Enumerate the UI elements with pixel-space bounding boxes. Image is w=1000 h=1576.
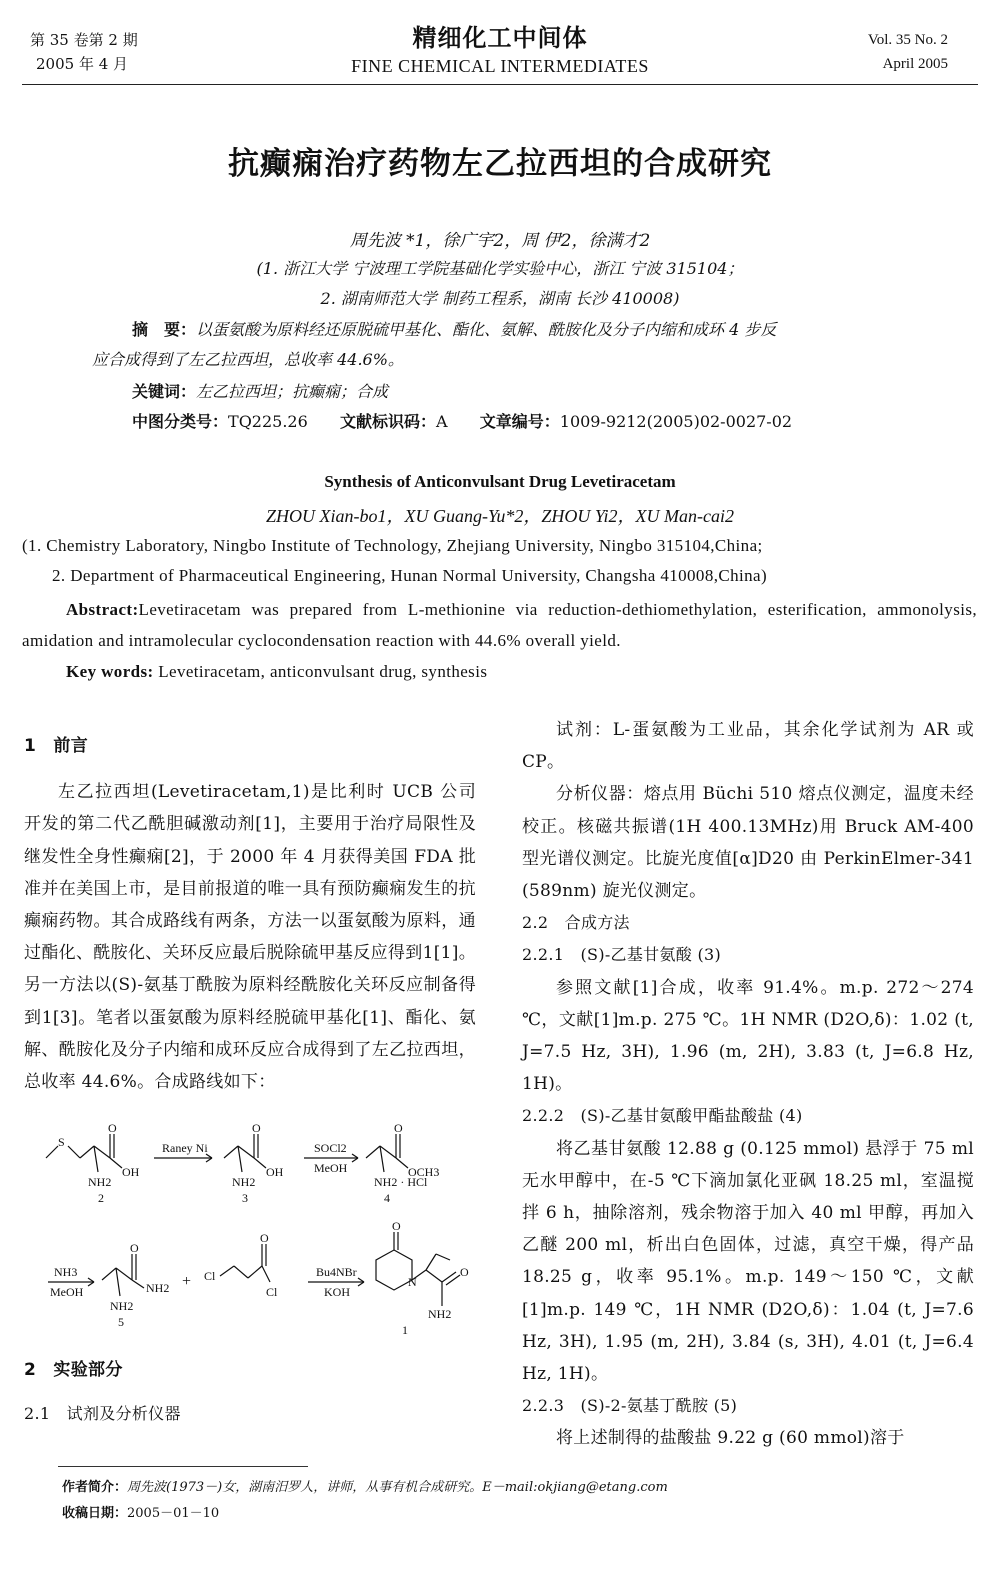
oxygen-label-2: O (108, 1121, 117, 1135)
keywords-cn-label: 关键词： (132, 382, 197, 401)
sulfur-label: S (58, 1135, 65, 1149)
reagents-paragraph: 试剂：L-蛋氨酸为工业品，其余化学试剂为 AR 或 CP。 (522, 720, 974, 773)
classification-line (132, 408, 792, 436)
footnote-author (62, 1476, 668, 1500)
authors-en: ZHOU Xian-bo1，XU Guang-Yu*2，ZHOU Yi2，XU Man-cai2 (266, 506, 734, 526)
chloro-label-left: Cl (204, 1269, 216, 1283)
journal-name (0, 22, 1000, 78)
amine-label-5: NH2 (110, 1299, 134, 1313)
oxygen-label-amide: O (460, 1265, 469, 1279)
abstract-cn-line1 (132, 316, 922, 344)
section-2-2-title: 2.2 合成方法 (522, 913, 630, 933)
article-no-value: 1009-9212(2005)02-0027-02 (559, 412, 793, 431)
date-cn: 2005 年 4 月 (36, 55, 129, 73)
footnote-date-text: 2005－01－10 (127, 1506, 220, 1521)
hydroxyl-label-2: OH (122, 1165, 140, 1179)
journal-name-cn: 精细化工中间体 (412, 23, 588, 52)
amine-salt-label-4: NH2 · HCl (374, 1175, 428, 1189)
plus-sign-1: + (182, 1273, 192, 1290)
affiliation-cn-2: 2. 湖南师范大学 制药工程系，湖南 长沙 410008) (320, 289, 680, 308)
paragraph-2-2-1: 参照文献[1]合成，收率 91.4%。m.p. 272～274 ℃，文献[1]m.p. 275 ℃。1H NMR (D2O,δ)：1.02 (t, J=7.5 Hz, 3H), 1.96 (m, 2H), 3.83 (t, J=6.8 Hz, 1H)。 (522, 977, 974, 1095)
oxygen-label-lactam: O (392, 1219, 401, 1233)
nitrogen-label: N (408, 1275, 417, 1289)
section-2-2-1-title: 2.2.1 (S)-乙基甘氨酸 (3) (522, 945, 722, 965)
volume-issue-cn: 第 35 卷第 2 期 (30, 31, 138, 49)
section-2-2-3-title: 2.2.3 (S)-2-氨基丁酰胺 (5) (522, 1396, 738, 1416)
reagent-nh3: NH3 (54, 1265, 78, 1279)
instruments-paragraph: 分析仪器：熔点用 Büchi 510 熔点仪测定，温度未经校正。核磁共振谱(1H 400.13MHz)用 Bruck AM-400 型光谱仪测定。比旋光度值[α]D20 由 PerkinElmer-341 (589nm) 旋光仪测定。 (522, 784, 974, 902)
intro-paragraph: 左乙拉西坦(Levetiracetam,1)是比利时 UCB 公司开发的第二代乙酰胆碱激动剂[1]，主要用于治疗局限性及继发性全身性癫痫[2]，于 2000 年 4 月获得美国 FDA 批准并在美国上市，是目前报道的唯一具有预防癫痫发生的抗癫痫药物。其合成路线有两条，方法一以蛋氨酸为原料，通过酯化、酰胺化、关环反应最后脱除硫甲基反应得到1[1]。另一方法以(S)-氨基丁酰胺为原料经酰胺化关环反应制备得到1[3]。笔者以蛋氨酸为原料经脱硫甲基化[1]、酯化、氨解、酰胺化及分子内缩和成环反应合成得到了左乙拉西坦，总收率 44.6%。合成路线如下： (24, 782, 476, 1093)
section-2-1-title: 2.1 试剂及分析仪器 (24, 1404, 181, 1424)
abstract-cn-line2: 应合成得到了左乙拉西坦，总收率 44.6%。 (92, 350, 404, 369)
footnote-divider (58, 1466, 308, 1467)
oxygen-label-5: O (130, 1241, 139, 1255)
journal-name-en: FINE CHEMICAL INTERMEDIATES (351, 56, 649, 76)
keywords-en (66, 656, 966, 687)
affiliation-cn-1: (1. 浙江大学 宁波理工学院基础化学实验中心，浙江 宁波 315104； (256, 259, 744, 278)
abstract-en (22, 594, 977, 656)
doc-code-label: 文献标识码： (339, 412, 436, 431)
compound-label-2: 2 (98, 1191, 104, 1205)
abstract-cn-label: 摘 要： (132, 320, 197, 339)
reagent-bu4nbr: Bu4NBr (316, 1265, 357, 1279)
affiliation-en-2: 2. Department of Pharmaceutical Engineering, Hunan Normal University, Changsha 410008,China) (52, 566, 768, 585)
amide-label-1: NH2 (428, 1307, 452, 1321)
reagent-koh: KOH (324, 1285, 350, 1299)
oxygen-label-4: O (394, 1121, 403, 1135)
reagent-socl2: SOCl2 (314, 1141, 347, 1155)
article-no-label: 文章编号： (479, 412, 560, 431)
left-column-bottom (24, 1354, 476, 1430)
footnote-received (62, 1502, 219, 1526)
authors-cn: 周先波 *1，徐广宇2，周 伊2，徐满才2 (349, 231, 651, 251)
chloro-label-acyl: Cl (266, 1285, 278, 1299)
reagent-raney-ni: Raney Ni (162, 1141, 208, 1155)
methoxy-label-4: OCH3 (408, 1165, 440, 1179)
section-2-2-2-title: 2.2.2 (S)-乙基甘氨酸甲酯盐酸盐 (4) (522, 1106, 803, 1126)
abstract-cn-text1: 以蛋氨酸为原料经还原脱硫甲基化、酯化、氨解、酰胺化及分子内缩和成环 4 步反 (196, 320, 777, 339)
right-column (522, 714, 974, 1455)
keywords-en-label: Key words: (66, 662, 154, 681)
header-divider (22, 84, 978, 85)
keywords-en-text: Levetiracetam, anticonvulsant drug, synthesis (158, 662, 488, 681)
synthesis-scheme (24, 1120, 494, 1340)
paragraph-2-2-3: 将上述制得的盐酸盐 9.22 g (60 mmol)溶于 (556, 1428, 905, 1449)
section-2-title: 2 实验部分 (24, 1360, 123, 1380)
left-column (24, 730, 476, 1098)
oxygen-label-acyl: O (260, 1231, 269, 1245)
amine-label-2: NH2 (88, 1175, 112, 1189)
footnote-author-text: 周先波(1973－)女，湖南汨罗人，讲师，从事有机合成研究。E－mail:okjiang@etang.com (127, 1480, 668, 1495)
footnote-date-label: 收稿日期： (62, 1506, 128, 1521)
abstract-en-label: Abstract: (66, 600, 139, 619)
clc-value: TQ225.26 (228, 412, 308, 431)
hydroxyl-label-3: OH (266, 1165, 284, 1179)
section-1-title: 1 前言 (24, 736, 89, 756)
compound-label-5: 5 (118, 1315, 124, 1329)
affiliation-en-1: (1. Chemistry Laboratory, Ningbo Institute of Technology, Zhejiang University, Ningbo 315104,China; (22, 536, 763, 555)
date-en: April 2005 (882, 56, 948, 72)
reagent-meoh-2: MeOH (50, 1285, 84, 1299)
keywords-cn-text: 左乙拉西坦；抗癫痫；合成 (196, 382, 389, 401)
paper-title-cn: 抗癫痫治疗药物左乙拉西坦的合成研究 (228, 146, 772, 182)
clc-label: 中图分类号： (132, 412, 229, 431)
paragraph-2-2-2: 将乙基甘氨酸 12.88 g (0.125 mmol) 悬浮于 75 ml 无水甲醇中，在-5 ℃下滴加氯化亚砜 18.25 ml，室温搅拌 6 h，抽除溶剂，残余物溶于加入 40 ml 甲醇，再加入乙醚 200 ml，析出白色固体，过滤，真空干燥，得产品 18.25 g，收率 95.1%。m.p. 149～150 ℃，文献[1]m.p. 149 ℃，1H NMR (D2O,δ)：1.04 (t, J=7.6 Hz, 3H), 1.95 (m, 2H), 3.84 (s, 3H), 4.01 (t, J=6.4 Hz, 1H)。 (522, 1138, 974, 1385)
compound-label-1: 1 (402, 1323, 408, 1337)
doc-code-value: A (436, 412, 448, 431)
amine-label-3: NH2 (232, 1175, 256, 1189)
reagent-meoh-1: MeOH (314, 1161, 348, 1175)
compound-label-4: 4 (384, 1191, 390, 1205)
issue-info-en (868, 28, 948, 76)
compound-label-3: 3 (242, 1191, 248, 1205)
keywords-cn (132, 378, 388, 406)
abstract-en-text: Levetiracetam was prepared from L-methionine via reduction-dethiomethylation, esterification, ammonolysis, amidation and intramolecular cyclocondensation reaction with 44.6% overall yield. (22, 600, 977, 650)
volume-issue-en: Vol. 35 No. 2 (867, 32, 948, 48)
paper-title-en: Synthesis of Anticonvulsant Drug Levetiracetam (324, 472, 676, 491)
oxygen-label-3: O (252, 1121, 261, 1135)
amide-label-5: NH2 (146, 1281, 170, 1295)
footnote-author-label: 作者简介： (62, 1480, 128, 1495)
